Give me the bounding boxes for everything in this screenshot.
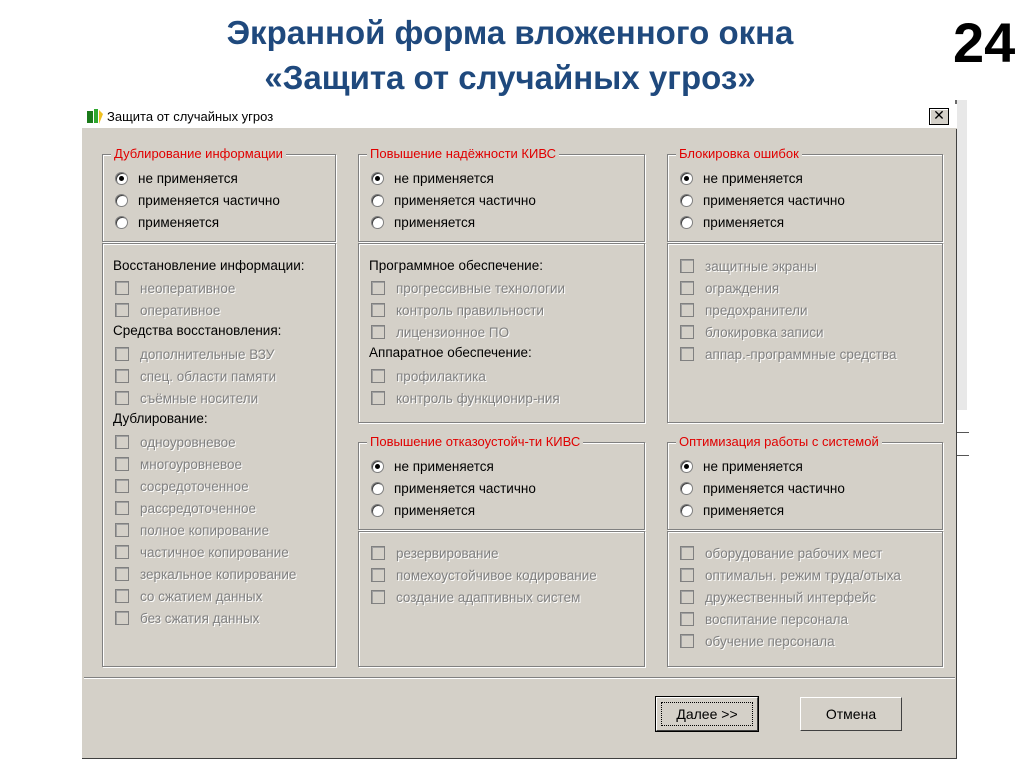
panel-recovery: [102, 243, 336, 667]
checkbox-multi-level[interactable]: [115, 455, 242, 473]
checkbox-label: спец. области памяти: [140, 368, 277, 384]
checkbox-correctness-control[interactable]: [371, 301, 544, 319]
checkbox-label: одноуровневое: [140, 434, 236, 450]
radio-not-applied[interactable]: [680, 169, 803, 187]
group-error-blocking: [667, 146, 943, 242]
checkbox-icon[interactable]: [115, 501, 129, 515]
checkbox-write-lock[interactable]: [680, 323, 824, 341]
checkbox-single-level[interactable]: [115, 433, 236, 451]
checkbox-icon[interactable]: [371, 590, 385, 604]
radio-label: не применяется: [394, 170, 494, 186]
slide-title-line1: Экранной форма вложенного окна: [226, 14, 794, 51]
checkbox-icon[interactable]: [115, 391, 129, 405]
checkbox-label: создание адаптивных систем: [396, 589, 581, 605]
checkbox-icon[interactable]: [680, 259, 694, 273]
checkbox-label: блокировка записи: [705, 324, 824, 340]
radio-icon[interactable]: [371, 194, 384, 207]
slide-title-line2: «Защита от случайных угроз»: [264, 59, 756, 96]
checkbox-compressed[interactable]: [115, 587, 262, 605]
checkbox-label: контроль функционир-ния: [396, 390, 560, 406]
checkbox-icon[interactable]: [680, 325, 694, 339]
checkbox-icon[interactable]: [680, 590, 694, 604]
checkbox-icon[interactable]: [371, 568, 385, 582]
checkbox-mirror-copy[interactable]: [115, 565, 296, 583]
checkbox-icon[interactable]: [115, 347, 129, 361]
checkbox-work-rest-mode[interactable]: [680, 566, 901, 584]
checkbox-label: ограждения: [705, 280, 780, 296]
radio-applied[interactable]: [680, 213, 784, 231]
checkbox-label: полное копирование: [140, 522, 270, 538]
checkbox-progressive-tech[interactable]: [371, 279, 565, 297]
checkbox-fuses[interactable]: [680, 301, 808, 319]
radio-label: не применяется: [138, 170, 238, 186]
checkbox-icon[interactable]: [680, 347, 694, 361]
checkbox-label: сосредоточенное: [140, 478, 249, 494]
radio-icon[interactable]: [680, 504, 693, 517]
radio-icon[interactable]: [115, 172, 128, 185]
checkbox-icon[interactable]: [680, 546, 694, 560]
radio-applied[interactable]: [371, 213, 475, 231]
radio-icon[interactable]: [680, 482, 693, 495]
group-duplication: [102, 146, 336, 242]
panel-fault-tolerance: [358, 531, 645, 667]
group-title: Повышение отказоустойч-ти КИВС: [367, 434, 583, 449]
radio-label: применяется частично: [394, 192, 536, 208]
cancel-button-label: Отмена: [825, 706, 877, 722]
checkbox-licensed-software[interactable]: [371, 323, 509, 341]
checkbox-label: помехоустойчивое кодирование: [396, 567, 597, 583]
radio-applied[interactable]: [680, 501, 784, 519]
radio-icon[interactable]: [680, 172, 693, 185]
checkbox-label: оптимальн. режим труда/отыха: [705, 567, 901, 583]
checkbox-label: дополнительные ВЗУ: [140, 346, 275, 362]
checkbox-label: обучение персонала: [705, 633, 835, 649]
checkbox-icon[interactable]: [371, 391, 385, 405]
panel-optimization: [667, 531, 943, 667]
checkbox-label: оборудование рабочих мест: [705, 545, 883, 561]
radio-icon[interactable]: [680, 460, 693, 473]
checkbox-icon[interactable]: [115, 369, 129, 383]
radio-label: не применяется: [703, 170, 803, 186]
radio-label: применяется: [703, 502, 785, 518]
checkbox-icon[interactable]: [371, 546, 385, 560]
checkbox-function-control[interactable]: [371, 389, 560, 407]
radio-label: применяется: [394, 214, 476, 230]
radio-icon[interactable]: [115, 216, 128, 229]
radio-label: применяется частично: [703, 192, 845, 208]
checkbox-label: оперативное: [140, 302, 221, 318]
checkbox-icon[interactable]: [115, 457, 129, 471]
checkbox-icon[interactable]: [115, 545, 129, 559]
heading-software: Программное обеспечение:: [369, 258, 543, 273]
checkbox-icon[interactable]: [115, 435, 129, 449]
checkbox-icon[interactable]: [680, 303, 694, 317]
checkbox-hw-sw-tools[interactable]: [680, 345, 896, 363]
slide-title: [100, 10, 920, 100]
radio-partially-applied[interactable]: [115, 191, 280, 209]
checkbox-label: со сжатием данных: [140, 588, 263, 604]
radio-icon[interactable]: [115, 194, 128, 207]
checkbox-friendly-interface[interactable]: [680, 588, 876, 606]
checkbox-label: аппар.-программные средства: [705, 346, 897, 362]
next-button-label: Далее >>: [676, 706, 738, 722]
radio-label: не применяется: [703, 458, 803, 474]
checkbox-firewalls[interactable]: [680, 257, 817, 275]
focus-rect: [661, 702, 753, 726]
radio-icon[interactable]: [371, 482, 384, 495]
checkbox-adaptive-systems[interactable]: [371, 588, 580, 606]
radio-icon[interactable]: [371, 216, 384, 229]
checkbox-icon[interactable]: [680, 612, 694, 626]
group-title: Повышение надёжности КИВС: [367, 146, 559, 161]
radio-partially-applied[interactable]: [371, 479, 536, 497]
checkbox-label: профилактика: [396, 368, 486, 384]
heading-recovery: Восстановление информации:: [113, 258, 305, 273]
group-fault-tolerance: [358, 434, 645, 530]
checkbox-label: неоперативное: [140, 280, 236, 296]
checkbox-icon[interactable]: [115, 281, 129, 295]
group-title: Оптимизация работы с системой: [676, 434, 882, 449]
checkbox-label: защитные экраны: [705, 258, 817, 274]
heading-duplication: Дублирование:: [113, 411, 208, 426]
radio-partially-applied[interactable]: [680, 479, 845, 497]
radio-icon[interactable]: [371, 172, 384, 185]
group-optimization: [667, 434, 943, 530]
checkbox-label: многоуровневое: [140, 456, 243, 472]
checkbox-icon[interactable]: [115, 479, 129, 493]
group-reliability: [358, 146, 645, 242]
footer-divider: [84, 677, 955, 679]
checkbox-icon[interactable]: [371, 281, 385, 295]
radio-label: применяется частично: [703, 480, 845, 496]
radio-icon[interactable]: [371, 460, 384, 473]
panel-blocking: [667, 243, 943, 423]
radio-label: применяется: [394, 502, 476, 518]
checkbox-icon[interactable]: [371, 369, 385, 383]
title-bar[interactable]: [82, 104, 957, 129]
radio-not-applied[interactable]: [371, 169, 494, 187]
window-title: Защита от случайных угроз: [107, 109, 274, 124]
checkbox-label: прогрессивные технологии: [396, 280, 566, 296]
slide-page-number: 24: [953, 11, 1016, 74]
checkbox-staff-training[interactable]: [680, 632, 835, 650]
next-button[interactable]: [656, 697, 758, 731]
heading-hardware: Аппаратное обеспечение:: [369, 345, 532, 360]
heading-recovery-tools: Средства восстановления:: [113, 323, 282, 338]
checkbox-label: предохранители: [705, 302, 808, 318]
checkbox-icon[interactable]: [371, 325, 385, 339]
radio-icon[interactable]: [371, 504, 384, 517]
checkbox-label: зеркальное копирование: [140, 566, 297, 582]
checkbox-label: дружественный интерфейс: [705, 589, 876, 605]
radio-label: применяется частично: [394, 480, 536, 496]
radio-not-applied[interactable]: [680, 457, 803, 475]
checkbox-maintenance[interactable]: [371, 367, 486, 385]
checkbox-label: съёмные носители: [140, 390, 259, 406]
close-icon: ✕: [933, 108, 945, 124]
checkbox-distributed[interactable]: [115, 499, 256, 517]
group-title: Дублирование информации: [111, 146, 286, 161]
radio-label: применяется частично: [138, 192, 280, 208]
close-button[interactable]: [929, 108, 949, 125]
checkbox-redundancy[interactable]: [371, 544, 499, 562]
checkbox-icon[interactable]: [115, 523, 129, 537]
panel-reliability: [358, 243, 645, 423]
checkbox-icon[interactable]: [115, 611, 129, 625]
background-divider: [955, 455, 969, 456]
group-title: Блокировка ошибок: [676, 146, 802, 161]
checkbox-label: частичное копирование: [140, 544, 289, 560]
checkbox-removable-media[interactable]: [115, 389, 258, 407]
checkbox-label: без сжатия данных: [140, 610, 260, 626]
cancel-button[interactable]: [800, 697, 902, 731]
checkbox-label: резервирование: [396, 545, 499, 561]
checkbox-concentrated[interactable]: [115, 477, 249, 495]
radio-icon[interactable]: [680, 194, 693, 207]
radio-label: не применяется: [394, 458, 494, 474]
checkbox-staff-education[interactable]: [680, 610, 848, 628]
checkbox-label: контроль правильности: [396, 302, 544, 318]
checkbox-label: лицензионное ПО: [396, 324, 510, 340]
checkbox-operative[interactable]: [115, 301, 220, 319]
radio-label: применяется: [138, 214, 220, 230]
app-icon: [86, 108, 104, 126]
checkbox-fences[interactable]: [680, 279, 779, 297]
checkbox-icon[interactable]: [371, 303, 385, 317]
checkbox-nonoperative[interactable]: [115, 279, 235, 297]
radio-not-applied[interactable]: [371, 457, 494, 475]
checkbox-label: рассредоточенное: [140, 500, 257, 516]
checkbox-icon[interactable]: [680, 634, 694, 648]
checkbox-icon[interactable]: [680, 568, 694, 582]
radio-applied[interactable]: [115, 213, 219, 231]
checkbox-extra-storage[interactable]: [115, 345, 274, 363]
checkbox-icon[interactable]: [115, 589, 129, 603]
radio-partially-applied[interactable]: [371, 191, 536, 209]
radio-label: применяется: [703, 214, 785, 230]
radio-partially-applied[interactable]: [680, 191, 845, 209]
radio-applied[interactable]: [371, 501, 475, 519]
checkbox-icon[interactable]: [680, 281, 694, 295]
radio-not-applied[interactable]: [115, 169, 238, 187]
checkbox-icon[interactable]: [115, 303, 129, 317]
checkbox-uncompressed[interactable]: [115, 609, 259, 627]
radio-icon[interactable]: [680, 216, 693, 229]
background-divider: [955, 432, 969, 433]
dialog-window: [82, 104, 957, 759]
checkbox-full-copy[interactable]: [115, 521, 269, 539]
checkbox-workplace-equipment[interactable]: [680, 544, 882, 562]
checkbox-special-memory[interactable]: [115, 367, 276, 385]
checkbox-partial-copy[interactable]: [115, 543, 289, 561]
checkbox-noise-coding[interactable]: [371, 566, 597, 584]
checkbox-icon[interactable]: [115, 567, 129, 581]
checkbox-label: воспитание персонала: [705, 611, 849, 627]
